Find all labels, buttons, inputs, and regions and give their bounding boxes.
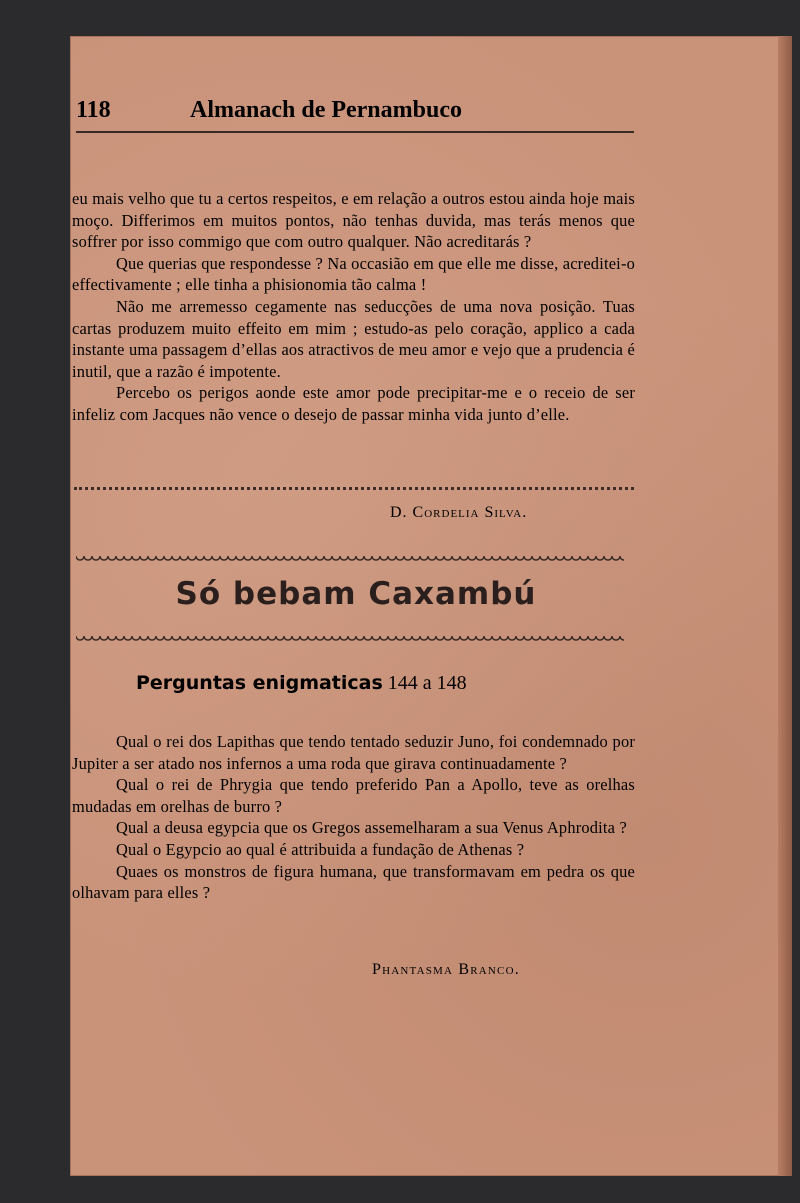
letter-paragraph: Percebo os perigos aonde este amor pode precipitar-me e o receio de ser infeliz com Jacques não vence o desejo de passar minha vida junto d’elle. [72,383,635,424]
letter-text [72,188,635,426]
advert-text: Só bebam Caxambú [175,576,537,612]
section-heading-numbers: 144 a 148 [387,672,467,694]
page-edge [778,36,792,1176]
wavy-rule-bottom [76,636,624,644]
letter-signature: D. Cordelia Silva. [390,504,528,521]
page-number: 118 [76,97,111,123]
letter-paragraph: eu mais velho que tu a certos respeitos, e em relação a outros estou ainda hoje mais moço. Differimos em muitos pontos, não tenhas duvida, mas terás menos que soffrer por isso commigo que com outro qualquer. Não acreditarás ? [72,189,635,252]
puzzle-question: Quaes os monstros de figura humana, que transformavam em pedra os que olhavam para elles ? [72,861,635,903]
puzzle-question: Qual o rei dos Lapithas que tendo tentado seduzir Juno, foi condemnado por Jupiter a ser atado nos infernos a uma roda que girava continuadamente ? [72,732,635,773]
wavy-rule-top [76,556,624,564]
letter-paragraph: Não me arremesso cegamente nas seducções de uma nova posição. Tuas cartas produzem muito effeito em mim ; estudo-as pelo coração, applico a cada instante uma passagem d’ellas aos atractivos de meu amor e vejo que a prudencia é inutil, que a razão é impotente. [72,296,635,381]
puzzle-signature: Phantasma Branco. [372,961,520,978]
section-heading-title: Perguntas enigmaticas [136,672,383,694]
puzzle-question: Qual o rei de Phrygia que tendo preferido Pan a Apollo, teve as orelhas mudadas em orelhas de burro ? [72,775,635,816]
letter-paragraph: Que querias que respondesse ? Na occasião em que elle me disse, acreditei-o effectivamente ; elle tinha a phisionomia tão calma ! [72,253,635,295]
header-rule [76,131,634,133]
page-header [76,97,636,127]
dotted-separator [74,473,634,490]
section-heading [136,672,467,695]
puzzle-question: Qual a deusa egypcia que os Gregos assemelharam a sua Venus Aphrodita ? [116,818,627,838]
puzzle-questions [72,731,635,904]
running-title: Almanach de Pernambuco [190,97,462,123]
puzzle-question: Qual o Egypcio ao qual é attribuida a fundação de Athenas ? [116,839,525,859]
